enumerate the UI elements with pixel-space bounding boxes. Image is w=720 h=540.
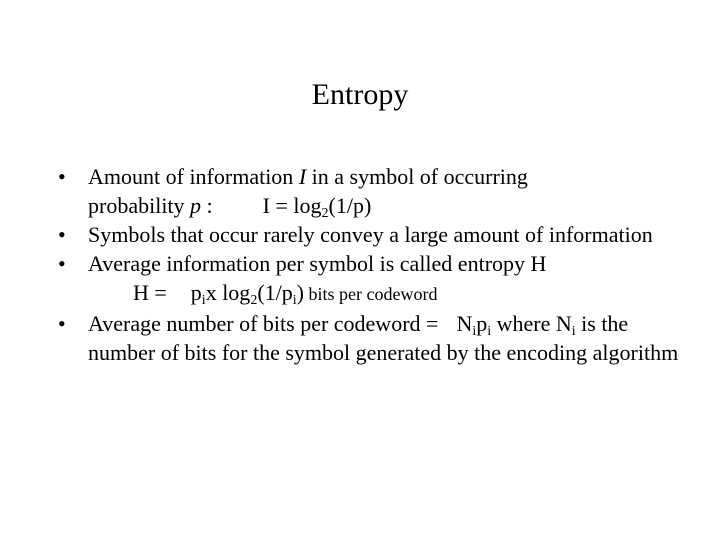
- entropy-formula: $H = p_ix$ $\log_2(1/p_i)$ bits per codeword: [133, 280, 438, 308]
- bullet-dot: •: [58, 222, 66, 247]
- slide-content: [58, 162, 698, 367]
- text: in a symbol of occurring: [306, 164, 528, 189]
- bullet-item: • Average number of bits per codeword = $N_ip_i$ where $N_i$ is the number of bits for the symbol generated by the encoding algorithm: [58, 311, 679, 365]
- slide-title: Entropy: [311, 78, 409, 111]
- text: probability: [88, 193, 191, 218]
- avg-bits-formula: $N_ip_i$: [456, 311, 492, 339]
- bullet-dot: •: [58, 251, 66, 276]
- text: :: [201, 193, 213, 218]
- bullet-dot: •: [58, 311, 66, 336]
- bullet-dot: •: [58, 164, 66, 189]
- text: is the number of bits for the symbol generated by the encoding algorithm: [88, 311, 679, 365]
- bullet-item: [58, 220, 698, 249]
- bullet-item: [58, 162, 698, 220]
- information-formula: $I = \log_2(1/p)$: [262, 193, 372, 221]
- variable-i: I: [298, 164, 307, 189]
- text: Average number of bits per codeword =: [88, 311, 439, 336]
- text: Amount of information: [88, 164, 299, 189]
- variable-p: p: [190, 193, 202, 218]
- bullet-item: [58, 249, 698, 278]
- text: Average information per symbol is called entropy H: [88, 251, 547, 276]
- units-label: bits per codeword: [303, 284, 438, 304]
- text: Symbols that occur rarely convey a large amount of information: [88, 222, 653, 247]
